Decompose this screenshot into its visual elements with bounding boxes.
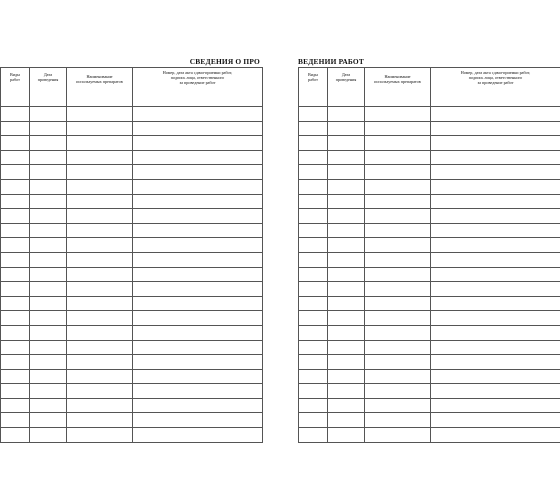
table-row (299, 252, 560, 267)
table-row (299, 369, 560, 384)
table-cell[interactable] (328, 355, 365, 370)
table-cell[interactable] (431, 238, 560, 253)
table-cell[interactable] (67, 398, 133, 413)
table-cell[interactable] (133, 267, 263, 282)
table-cell[interactable] (1, 282, 30, 297)
table-cell[interactable] (67, 238, 133, 253)
table-cell[interactable] (328, 179, 365, 194)
table-cell[interactable] (133, 107, 263, 122)
table-row (1, 311, 263, 326)
table-cell[interactable] (133, 325, 263, 340)
table-body-right (299, 107, 560, 443)
table-cell[interactable] (365, 179, 431, 194)
table-cell[interactable] (1, 238, 30, 253)
table-cell[interactable] (133, 150, 263, 165)
table-row (299, 179, 560, 194)
table-cell[interactable] (1, 194, 30, 209)
table-cell[interactable] (133, 252, 263, 267)
table-cell[interactable] (328, 150, 365, 165)
table-cell[interactable] (299, 238, 328, 253)
header-work-type: Виды работ (1, 68, 30, 107)
table-cell[interactable] (67, 194, 133, 209)
table-row (299, 267, 560, 282)
table-cell[interactable] (30, 311, 67, 326)
table-cell[interactable] (133, 311, 263, 326)
table-cell[interactable] (328, 252, 365, 267)
table-cell[interactable] (365, 369, 431, 384)
table-cell[interactable] (431, 121, 560, 136)
table-cell[interactable] (30, 194, 67, 209)
table-cell[interactable] (30, 398, 67, 413)
table-cell[interactable] (365, 267, 431, 282)
table-row (299, 194, 560, 209)
table-cell[interactable] (365, 340, 431, 355)
table-cell[interactable] (365, 296, 431, 311)
table-row (1, 150, 263, 165)
records-table-right (298, 67, 560, 443)
table-row (1, 121, 263, 136)
table-row (299, 209, 560, 224)
table-row (299, 121, 560, 136)
table-cell[interactable] (133, 165, 263, 180)
table-cell[interactable] (1, 165, 30, 180)
table-cell[interactable] (67, 209, 133, 224)
table-cell[interactable] (431, 340, 560, 355)
table-cell[interactable] (133, 223, 263, 238)
table-cell[interactable] (133, 355, 263, 370)
table-cell[interactable] (328, 398, 365, 413)
table-row (1, 413, 263, 428)
table-row (1, 252, 263, 267)
table-cell[interactable] (328, 238, 365, 253)
table-cell[interactable] (67, 223, 133, 238)
table-cell[interactable] (67, 252, 133, 267)
table-row (1, 223, 263, 238)
table-cell[interactable] (30, 296, 67, 311)
table-cell[interactable] (328, 121, 365, 136)
table-cell[interactable] (365, 194, 431, 209)
table-row (299, 136, 560, 151)
table-cell[interactable] (1, 179, 30, 194)
table-cell[interactable] (299, 165, 328, 180)
table-cell[interactable] (328, 223, 365, 238)
table-cell[interactable] (431, 150, 560, 165)
table-row (1, 325, 263, 340)
table-cell[interactable] (133, 194, 263, 209)
table-cell[interactable] (299, 194, 328, 209)
table-cell[interactable] (1, 428, 30, 443)
table-cell[interactable] (30, 282, 67, 297)
table-cell[interactable] (365, 107, 431, 122)
table-row (1, 282, 263, 297)
header-date: Дата проведения (30, 68, 67, 107)
table-cell[interactable] (431, 107, 560, 122)
table-cell[interactable] (30, 428, 67, 443)
table-cell[interactable] (133, 413, 263, 428)
table-cell[interactable] (299, 267, 328, 282)
table-cell[interactable] (30, 355, 67, 370)
table-cell[interactable] (328, 413, 365, 428)
table-header-row (1, 68, 263, 107)
table-cell[interactable] (1, 107, 30, 122)
table-cell[interactable] (431, 282, 560, 297)
table-cell[interactable] (431, 252, 560, 267)
table-cell[interactable] (365, 136, 431, 151)
table-cell[interactable] (299, 282, 328, 297)
header-act-signature: Номер, дата акта сдачи-приемки работ, подпись лица, ответственного за проведение работ (431, 68, 560, 107)
table-cell[interactable] (1, 369, 30, 384)
table-cell[interactable] (365, 223, 431, 238)
table-cell[interactable] (328, 428, 365, 443)
table-cell[interactable] (1, 296, 30, 311)
table-cell[interactable] (67, 369, 133, 384)
table-row (1, 428, 263, 443)
table-cell[interactable] (365, 384, 431, 399)
table-cell[interactable] (67, 165, 133, 180)
table-cell[interactable] (299, 369, 328, 384)
table-cell[interactable] (133, 136, 263, 151)
table-row (299, 296, 560, 311)
records-table-left (0, 67, 263, 443)
section-title-right: ВЕДЕНИИ РАБОТ (298, 57, 364, 66)
table-cell[interactable] (30, 340, 67, 355)
table-cell[interactable] (299, 398, 328, 413)
table-cell[interactable] (1, 136, 30, 151)
table-cell[interactable] (299, 107, 328, 122)
section-title-left: СВЕДЕНИЯ О ПРО (189, 57, 260, 66)
table-cell[interactable] (328, 384, 365, 399)
header-act-signature: Номер, дата акта сдачи-приемки работ, подпись лица, ответственного за проведение работ (133, 68, 263, 107)
table-cell[interactable] (67, 136, 133, 151)
table-header-row (299, 68, 560, 107)
table-cell[interactable] (299, 252, 328, 267)
table-cell[interactable] (431, 296, 560, 311)
table-row (299, 384, 560, 399)
table-row (299, 150, 560, 165)
table-cell[interactable] (30, 150, 67, 165)
table-cell[interactable] (299, 311, 328, 326)
table-cell[interactable] (133, 340, 263, 355)
table-row (1, 296, 263, 311)
table-cell[interactable] (30, 136, 67, 151)
table-cell[interactable] (365, 355, 431, 370)
table-row (299, 107, 560, 122)
table-cell[interactable] (299, 209, 328, 224)
table-cell[interactable] (67, 121, 133, 136)
table-cell[interactable] (67, 311, 133, 326)
table-cell[interactable] (431, 194, 560, 209)
table-cell[interactable] (1, 223, 30, 238)
table-cell[interactable] (133, 238, 263, 253)
table-row (299, 325, 560, 340)
table-cell[interactable] (30, 413, 67, 428)
table-cell[interactable] (299, 150, 328, 165)
table-row (299, 398, 560, 413)
table-cell[interactable] (30, 209, 67, 224)
table-cell[interactable] (299, 384, 328, 399)
table-cell[interactable] (431, 355, 560, 370)
table-cell[interactable] (328, 194, 365, 209)
table-cell[interactable] (30, 267, 67, 282)
table-cell[interactable] (328, 296, 365, 311)
table-cell[interactable] (1, 413, 30, 428)
table-cell[interactable] (1, 252, 30, 267)
table-cell[interactable] (67, 428, 133, 443)
table-row (299, 238, 560, 253)
table-row (1, 238, 263, 253)
table-cell[interactable] (328, 311, 365, 326)
table-cell[interactable] (365, 311, 431, 326)
table-cell[interactable] (299, 136, 328, 151)
header-preparations: Наименование используемых препаратов (365, 68, 431, 107)
table-row (1, 340, 263, 355)
table-cell[interactable] (365, 121, 431, 136)
table-cell[interactable] (1, 311, 30, 326)
table-cell[interactable] (133, 296, 263, 311)
table-row (1, 369, 263, 384)
table-cell[interactable] (328, 340, 365, 355)
table-cell[interactable] (365, 282, 431, 297)
table-row (1, 267, 263, 282)
table-row (299, 165, 560, 180)
table-cell[interactable] (30, 107, 67, 122)
table-cell[interactable] (1, 384, 30, 399)
table-cell[interactable] (431, 369, 560, 384)
table-cell[interactable] (365, 398, 431, 413)
header-preparations: Наименование используемых препаратов (67, 68, 133, 107)
table-row (299, 223, 560, 238)
header-date: Дата проведения (328, 68, 365, 107)
table-cell[interactable] (30, 165, 67, 180)
table-cell[interactable] (328, 267, 365, 282)
table-cell[interactable] (299, 428, 328, 443)
table-cell[interactable] (67, 282, 133, 297)
table-cell[interactable] (67, 296, 133, 311)
table-cell[interactable] (67, 267, 133, 282)
table-row (1, 355, 263, 370)
table-cell[interactable] (30, 384, 67, 399)
table-cell[interactable] (67, 179, 133, 194)
table-cell[interactable] (328, 136, 365, 151)
table-cell[interactable] (299, 223, 328, 238)
table-cell[interactable] (1, 398, 30, 413)
table-row (299, 355, 560, 370)
table-cell[interactable] (431, 267, 560, 282)
table-cell[interactable] (328, 107, 365, 122)
table-cell[interactable] (431, 384, 560, 399)
table-cell[interactable] (1, 209, 30, 224)
table-cell[interactable] (67, 384, 133, 399)
table-cell[interactable] (67, 150, 133, 165)
table-cell[interactable] (1, 340, 30, 355)
table-cell[interactable] (299, 179, 328, 194)
table-cell[interactable] (328, 325, 365, 340)
table-cell[interactable] (30, 369, 67, 384)
table-cell[interactable] (299, 121, 328, 136)
header-work-type: Виды работ (299, 68, 328, 107)
table-cell[interactable] (1, 121, 30, 136)
table-cell[interactable] (67, 325, 133, 340)
table-row (1, 165, 263, 180)
table-cell[interactable] (431, 325, 560, 340)
table-row (1, 194, 263, 209)
table-body-left (1, 107, 263, 443)
table-row (299, 428, 560, 443)
table-cell[interactable] (365, 413, 431, 428)
table-cell[interactable] (133, 209, 263, 224)
table-cell[interactable] (299, 325, 328, 340)
table-cell[interactable] (133, 179, 263, 194)
table-row (1, 179, 263, 194)
table-row (1, 384, 263, 399)
table-cell[interactable] (328, 209, 365, 224)
table-cell[interactable] (431, 179, 560, 194)
table-cell[interactable] (431, 428, 560, 443)
table-cell[interactable] (1, 267, 30, 282)
table-cell[interactable] (328, 369, 365, 384)
table-cell[interactable] (133, 384, 263, 399)
table-cell[interactable] (299, 355, 328, 370)
table-cell[interactable] (431, 413, 560, 428)
table-cell[interactable] (328, 165, 365, 180)
table-row (299, 282, 560, 297)
table-cell[interactable] (299, 413, 328, 428)
table-cell[interactable] (431, 209, 560, 224)
table-cell[interactable] (365, 238, 431, 253)
table-cell[interactable] (1, 150, 30, 165)
table-row (299, 413, 560, 428)
table-cell[interactable] (431, 136, 560, 151)
table-cell[interactable] (1, 355, 30, 370)
table-cell[interactable] (67, 340, 133, 355)
table-cell[interactable] (431, 311, 560, 326)
table-cell[interactable] (365, 165, 431, 180)
table-cell[interactable] (30, 252, 67, 267)
table-row (1, 136, 263, 151)
table-row (299, 340, 560, 355)
table-row (1, 209, 263, 224)
table-cell[interactable] (30, 121, 67, 136)
table-cell[interactable] (328, 282, 365, 297)
table-cell[interactable] (431, 398, 560, 413)
table-cell[interactable] (299, 340, 328, 355)
table-cell[interactable] (299, 296, 328, 311)
table-cell[interactable] (67, 355, 133, 370)
table-row (1, 398, 263, 413)
table-cell[interactable] (133, 121, 263, 136)
table-cell[interactable] (365, 325, 431, 340)
table-cell[interactable] (133, 398, 263, 413)
table-cell[interactable] (30, 179, 67, 194)
table-row (1, 107, 263, 122)
table-cell[interactable] (30, 238, 67, 253)
table-cell[interactable] (365, 428, 431, 443)
table-cell[interactable] (431, 223, 560, 238)
table-cell[interactable] (133, 282, 263, 297)
table-cell[interactable] (30, 223, 67, 238)
table-cell[interactable] (67, 413, 133, 428)
table-cell[interactable] (133, 369, 263, 384)
table-cell[interactable] (133, 428, 263, 443)
table-row (299, 311, 560, 326)
table-cell[interactable] (365, 252, 431, 267)
table-cell[interactable] (1, 325, 30, 340)
table-cell[interactable] (67, 107, 133, 122)
table-cell[interactable] (365, 150, 431, 165)
table-cell[interactable] (431, 165, 560, 180)
table-cell[interactable] (30, 325, 67, 340)
table-cell[interactable] (365, 209, 431, 224)
